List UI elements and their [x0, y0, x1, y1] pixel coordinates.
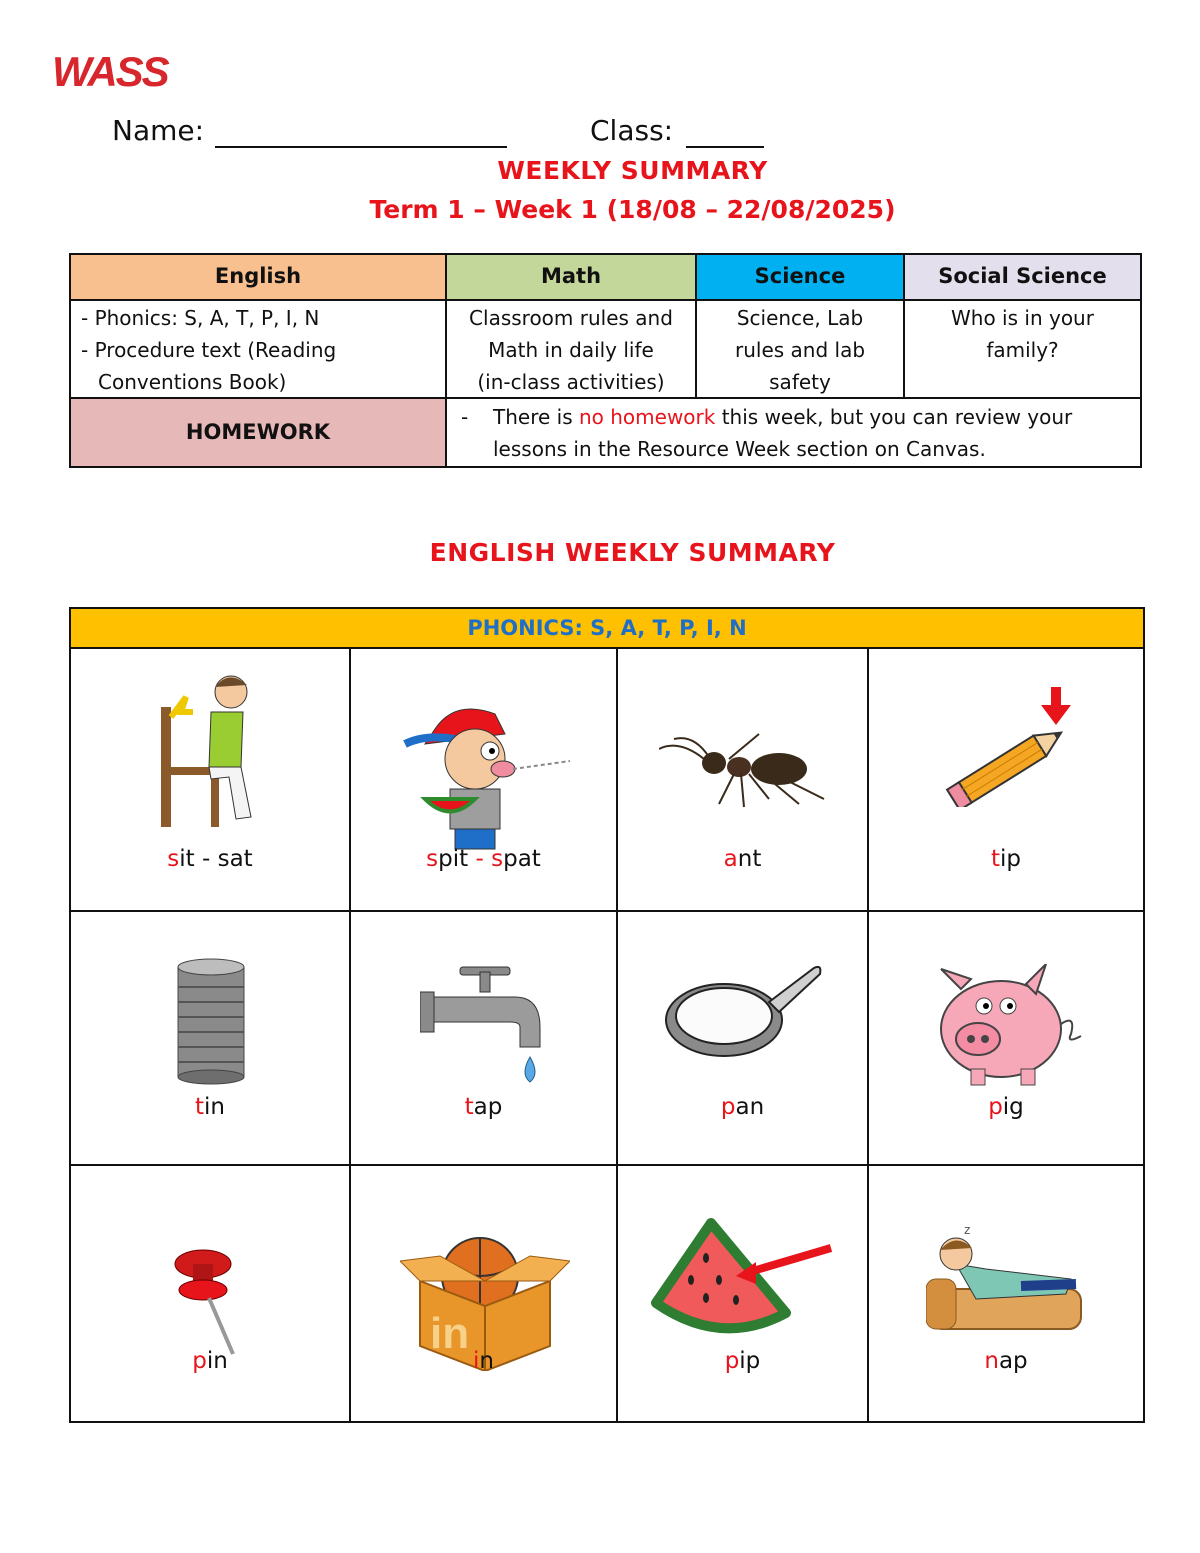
phonics-sound: - — [475, 846, 484, 872]
phonics-cell — [71, 912, 351, 1166]
phonics-cell — [618, 649, 869, 912]
phonics-cell — [869, 649, 1143, 912]
phonics-word — [618, 846, 867, 872]
phonics-word — [869, 1348, 1143, 1374]
class-label: Class: — [590, 114, 674, 147]
phonics-word-rest: pit — [438, 846, 476, 872]
phonics-word-rest — [484, 846, 491, 872]
phonics-word — [351, 846, 616, 872]
phonics-word-rest: an — [735, 1094, 765, 1120]
phonics-sound: p — [720, 1094, 736, 1120]
no-homework-highlight: no homework — [578, 405, 716, 429]
phonics-word-rest: ap — [998, 1348, 1028, 1374]
phonics-sound: t — [990, 846, 1001, 872]
homework-text — [449, 401, 1139, 465]
science-line: safety — [769, 370, 831, 394]
phonics-sound: t — [464, 1094, 474, 1120]
phonics-cell — [618, 1166, 869, 1421]
weekly-summary-title: WEEKLY SUMMARY — [497, 156, 768, 185]
math-content — [447, 301, 697, 399]
math-line: (in-class activities) — [477, 370, 665, 394]
phonics-sound: n — [984, 1348, 999, 1374]
push-pin-icon — [171, 1244, 251, 1364]
phonics-word — [351, 1094, 616, 1120]
phonics-word — [351, 1348, 616, 1374]
name-label: Name: — [112, 114, 205, 147]
tin-can-icon — [176, 957, 246, 1087]
phonics-word-rest: nt — [737, 846, 762, 872]
homework-label: HOMEWORK — [71, 399, 447, 466]
phonics-header: PHONICS: S, A, T, P, I, N — [71, 609, 1143, 649]
svg-text:z: z — [964, 1224, 971, 1237]
phonics-cell — [351, 1166, 618, 1421]
col-science: Science — [697, 255, 905, 301]
phonics-word-rest: it - sat — [179, 846, 253, 872]
phonics-sound: p — [724, 1348, 740, 1374]
phonics-sound: p — [988, 1094, 1003, 1120]
science-content — [697, 301, 905, 399]
phonics-sound: p — [192, 1348, 207, 1374]
phonics-sound: t — [195, 1094, 205, 1120]
phonics-word — [71, 846, 349, 872]
english-content — [71, 301, 447, 399]
homework-pre: There is — [493, 405, 579, 429]
col-social-science: Social Science — [905, 255, 1140, 301]
phonics-word — [618, 1094, 867, 1120]
science-line: Science, Lab — [736, 306, 864, 330]
phonics-cell — [869, 1166, 1143, 1421]
wass-logo — [52, 52, 212, 94]
phonics-word — [71, 1348, 349, 1374]
english-line: - Phonics: S, A, T, P, I, N — [81, 306, 320, 330]
phonics-cell — [618, 912, 869, 1166]
frying-pan-icon — [664, 960, 824, 1060]
pencil-tip-icon — [936, 687, 1076, 807]
svg-text:WASS: WASS — [52, 52, 168, 94]
phonics-sound: a — [723, 846, 738, 872]
phonics-cell — [351, 912, 618, 1166]
phonics-word — [869, 1094, 1143, 1120]
science-line: rules and lab — [734, 338, 866, 362]
phonics-word — [869, 846, 1143, 872]
phonics-sound: s — [491, 846, 504, 872]
homework-line2: lessons in the Resource Week section on Canvas. — [493, 437, 986, 461]
phonics-sound: s — [426, 846, 439, 872]
phonics-word-rest: pat — [503, 846, 541, 872]
phonics-table — [69, 607, 1145, 1423]
phonics-cell — [869, 912, 1143, 1166]
phonics-word — [71, 1094, 349, 1120]
phonics-cell — [351, 649, 618, 912]
svg-text:in: in — [430, 1309, 470, 1358]
pig-icon — [926, 964, 1086, 1089]
phonics-word — [618, 1348, 867, 1374]
phonics-word-rest: in — [206, 1348, 228, 1374]
phonics-sound: s — [167, 846, 180, 872]
phonics-word-rest: ip — [739, 1348, 761, 1374]
summary-table — [69, 253, 1142, 468]
math-line: Math in daily life — [488, 338, 654, 362]
water-tap-icon — [420, 962, 550, 1092]
spitting-boy-icon — [395, 689, 575, 859]
english-line: Conventions Book) — [98, 370, 287, 394]
homework-post: this week, but you can review your — [715, 405, 1073, 429]
name-blank[interactable] — [215, 146, 507, 148]
col-english: English — [71, 255, 447, 301]
homework-dash: - — [461, 405, 469, 429]
phonics-cell — [71, 1166, 351, 1421]
name-class-row — [0, 110, 1200, 154]
phonics-word-rest: n — [479, 1348, 494, 1374]
social-line: Who is in your — [951, 306, 1094, 330]
term-week-subtitle: Term 1 – Week 1 (18/08 – 22/08/2025) — [369, 195, 896, 224]
phonics-word-rest: ig — [1002, 1094, 1024, 1120]
math-line: Classroom rules and — [469, 306, 673, 330]
phonics-sound: i — [473, 1348, 480, 1374]
english-line: - Procedure text (Reading — [81, 338, 337, 362]
sitting-boy-icon — [151, 667, 271, 837]
social-line: family? — [986, 338, 1059, 362]
ant-icon — [659, 729, 829, 809]
phonics-word-rest: ap — [473, 1094, 503, 1120]
class-blank[interactable] — [686, 146, 764, 148]
napping-man-icon — [926, 1224, 1086, 1344]
phonics-cell — [71, 649, 351, 912]
col-math: Math — [447, 255, 697, 301]
english-weekly-summary-title: ENGLISH WEEKLY SUMMARY — [429, 538, 836, 567]
phonics-word-rest: in — [204, 1094, 225, 1120]
phonics-word-rest: ip — [1000, 846, 1022, 872]
watermelon-pip-icon — [651, 1218, 836, 1343]
social-content — [905, 301, 1140, 399]
